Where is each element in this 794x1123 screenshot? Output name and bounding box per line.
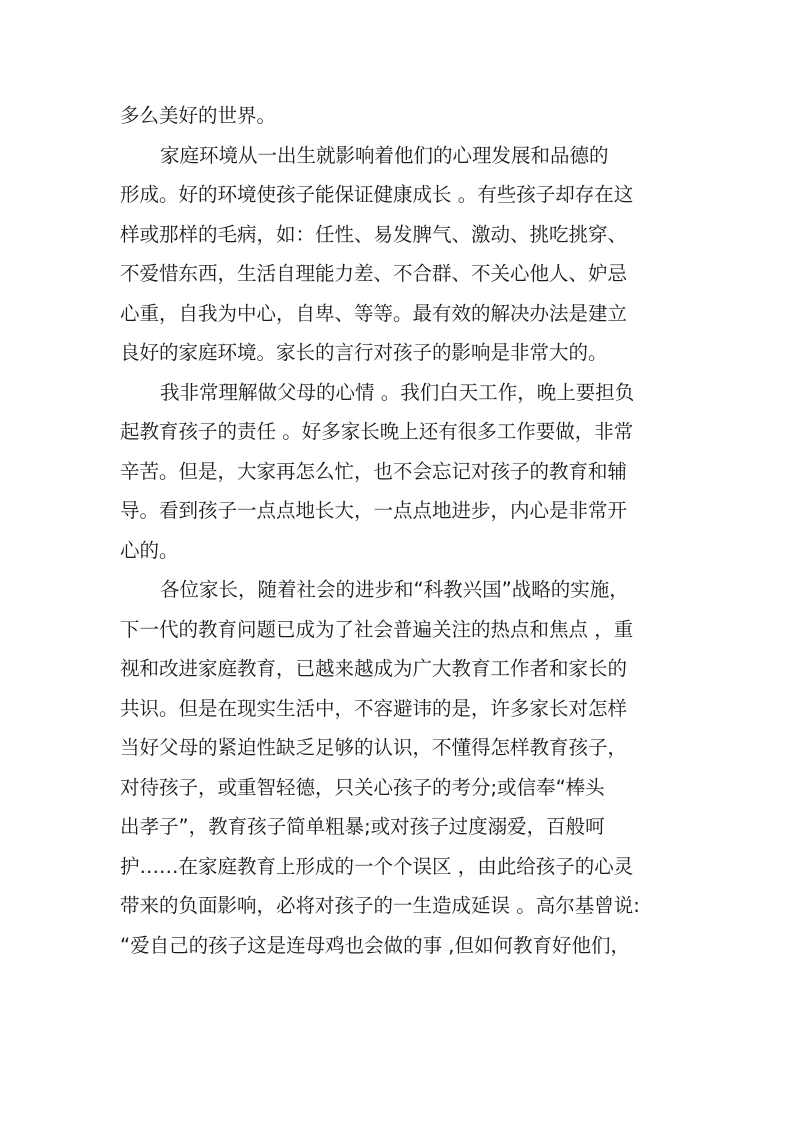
text-line: 出孝子”，教育孩子简单粗暴;或对孩子过度溺爱，百般呵	[120, 815, 605, 838]
text-line: 对待孩子，或重智轻德，只关心孩子的考分;或信奉“棒头	[120, 775, 605, 799]
text-line: 导。看到孩子一点点地长大，一点点地进步，内心是非常开	[120, 499, 628, 522]
text-line: 家庭环境从一出生就影响着他们的心理发展和品德的	[160, 143, 609, 167]
text-line: 我非常理解做父母的心情 。我们白天工作，晚上要担负	[160, 380, 635, 404]
text-line: 不爱惜东西，生活自理能力差、不合群、不关心他人、妒忌	[120, 262, 628, 285]
text-line: 多么美好的世界。	[120, 104, 277, 127]
text-line: 下一代的教育问题已成为了社会普遍关注的热点和焦点 ，重	[120, 617, 634, 641]
text-line: 心的。	[120, 538, 179, 562]
text-line: 良好的家庭环境。家长的言行对孩子的影响是非常大的。	[120, 341, 608, 364]
text-line: “爱自己的孩子这是连母鸡也会做的事 ,但如何教育好他们，	[120, 933, 630, 957]
text-line: 当好父母的紧迫性缺乏足够的认识，不懂得怎样教育孩子，	[120, 736, 628, 759]
text-line: 共识。但是在现实生活中，不容避讳的是，许多家长对怎样	[120, 696, 628, 720]
text-line: 各位家长，随着社会的进步和“科教兴国”战略的实施，	[160, 578, 629, 601]
text-line: 起教育孩子的责任 。好多家长晚上还有很多工作要做，非常	[120, 420, 634, 443]
body-text	[120, 96, 680, 965]
text-line: 心重，自我为中心，自卑、等等。最有效的解决办法是建立	[120, 301, 628, 325]
text-line: 辛苦。但是，大家再怎么忙，也不会忘记对孩子的教育和辅	[120, 459, 628, 483]
text-line: 样或那样的毛病，如：任性、易发脾气、激动、挑吃挑穿、	[120, 222, 628, 246]
text-line: 带来的负面影响，必将对孩子的一生造成延误 。高尔基曾说:	[120, 894, 640, 917]
text-line: 护……在家庭教育上形成的一个个误区 ，由此给孩子的心灵	[120, 854, 634, 878]
text-line: 视和改进家庭教育，已越来越成为广大教育工作者和家长的	[120, 657, 628, 680]
text-line: 形成。好的环境使孩子能保证健康成长 。有些孩子却存在这	[120, 183, 634, 206]
